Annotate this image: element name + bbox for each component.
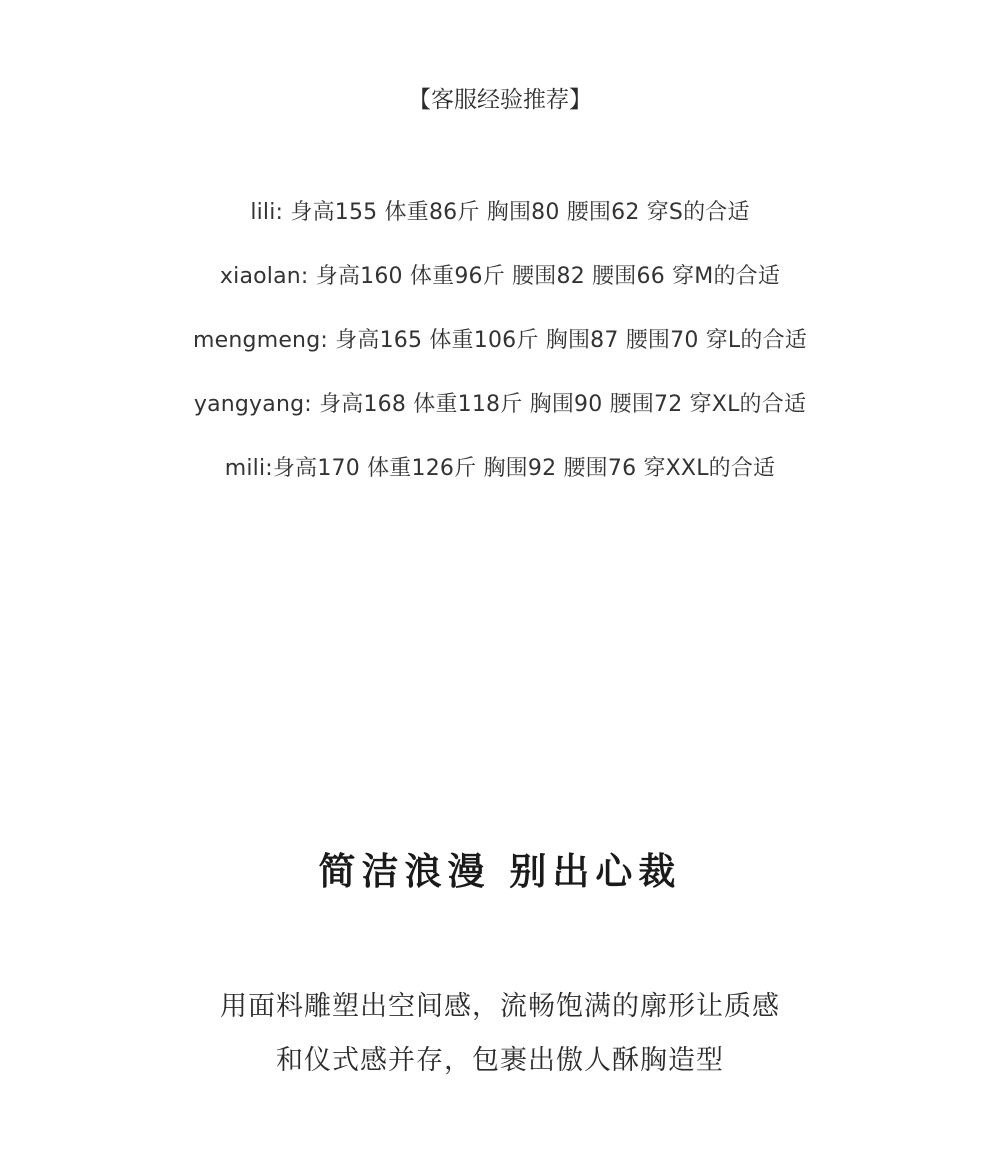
description-line-1: 用面料雕塑出空间感，流畅饱满的廓形让质感 — [220, 991, 780, 1022]
size-recommendation-list — [0, 196, 1000, 516]
recommendation-xiaolan: xiaolan: 身高160 体重96斤 腰围82 腰围66 穿M的合适 — [219, 264, 781, 289]
recommendation-mili: mili:身高170 体重126斤 胸围92 腰围76 穿XXL的合适 — [224, 456, 776, 481]
recommendation-yangyang: yangyang: 身高168 体重118斤 胸围90 腰围72 穿XL的合适 — [193, 392, 807, 417]
section-heading: 【客服经验推荐】 — [408, 87, 592, 113]
recommendation-lili: lili: 身高155 体重86斤 胸围80 腰围62 穿S的合适 — [250, 200, 750, 225]
recommendation-mengmeng: mengmeng: 身高165 体重106斤 胸围87 腰围70 穿L的合适 — [193, 328, 807, 353]
description-line-2: 和仪式感并存，包裹出傲人酥胸造型 — [276, 1045, 724, 1076]
slogan-title: 简洁浪漫 别出心裁 — [318, 850, 682, 893]
product-description — [0, 980, 1000, 1088]
